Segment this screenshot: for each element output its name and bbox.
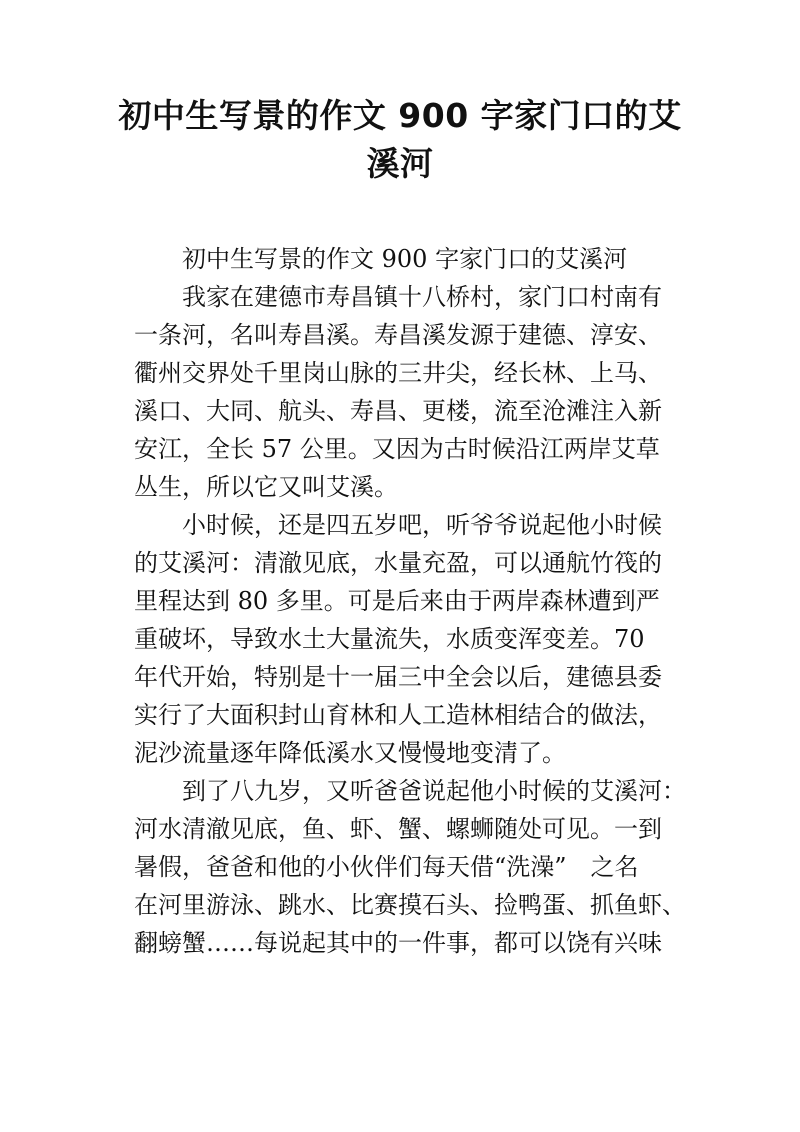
title-line: 初中生写景的作文 900 字家门口的艾 — [118, 96, 682, 135]
body-text-line: 小时候，还是四五岁吧，听爷爷说起他小时候 — [182, 511, 662, 539]
body-text-line: 翻螃蟹……每说起其中的一件事，都可以饶有兴味 — [134, 929, 662, 957]
body-text-line: 初中生写景的作文 900 字家门口的艾溪河 — [182, 245, 628, 273]
body-text-line: 一条河，名叫寿昌溪。寿昌溪发源于建德、淳安、 — [134, 321, 662, 349]
body-text-line: 我家在建德市寿昌镇十八桥村，家门口村南有 — [182, 283, 662, 311]
body-text-line: 衢州交界处千里岗山脉的三井尖，经长林、上马、 — [134, 359, 662, 387]
body-text-line: 丛生，所以它又叫艾溪。 — [134, 473, 398, 501]
body-text-line: 的艾溪河：清澈见底，水量充盈，可以通航竹筏的 — [134, 549, 662, 577]
body-text-line: 在河里游泳、跳水、比赛摸石头、捡鸭蛋、抓鱼虾、 — [134, 891, 686, 919]
body-text-line: 到了八九岁，又听爸爸说起他小时候的艾溪河： — [182, 777, 686, 805]
body-text-line: 暑假，爸爸和他的小伙伴们每天借“洗澡” 之名 — [134, 853, 639, 881]
body-text-line: 重破坏，导致水土大量流失，水质变浑变差。70 — [134, 625, 645, 653]
document-title — [100, 92, 700, 188]
body-text-line: 河水清澈见底，鱼、虾、蟹、螺蛳随处可见。一到 — [134, 815, 662, 843]
body-text-line: 实行了大面积封山育林和人工造林相结合的做法， — [134, 701, 662, 729]
body-text-line: 泥沙流量逐年降低溪水又慢慢地变清了。 — [134, 739, 566, 767]
body-text-line: 年代开始，特别是十一届三中全会以后，建德县委 — [134, 663, 662, 691]
document-body — [134, 240, 686, 962]
title-line: 溪河 — [366, 144, 434, 183]
body-text-line: 里程达到 80 多里。可是后来由于两岸森林遭到严 — [134, 587, 660, 615]
body-text-line: 安江，全长 57 公里。又因为古时候沿江两岸艾草 — [134, 435, 660, 463]
body-text-line: 溪口、大同、航头、寿昌、更楼，流至沧滩注入新 — [134, 397, 662, 425]
